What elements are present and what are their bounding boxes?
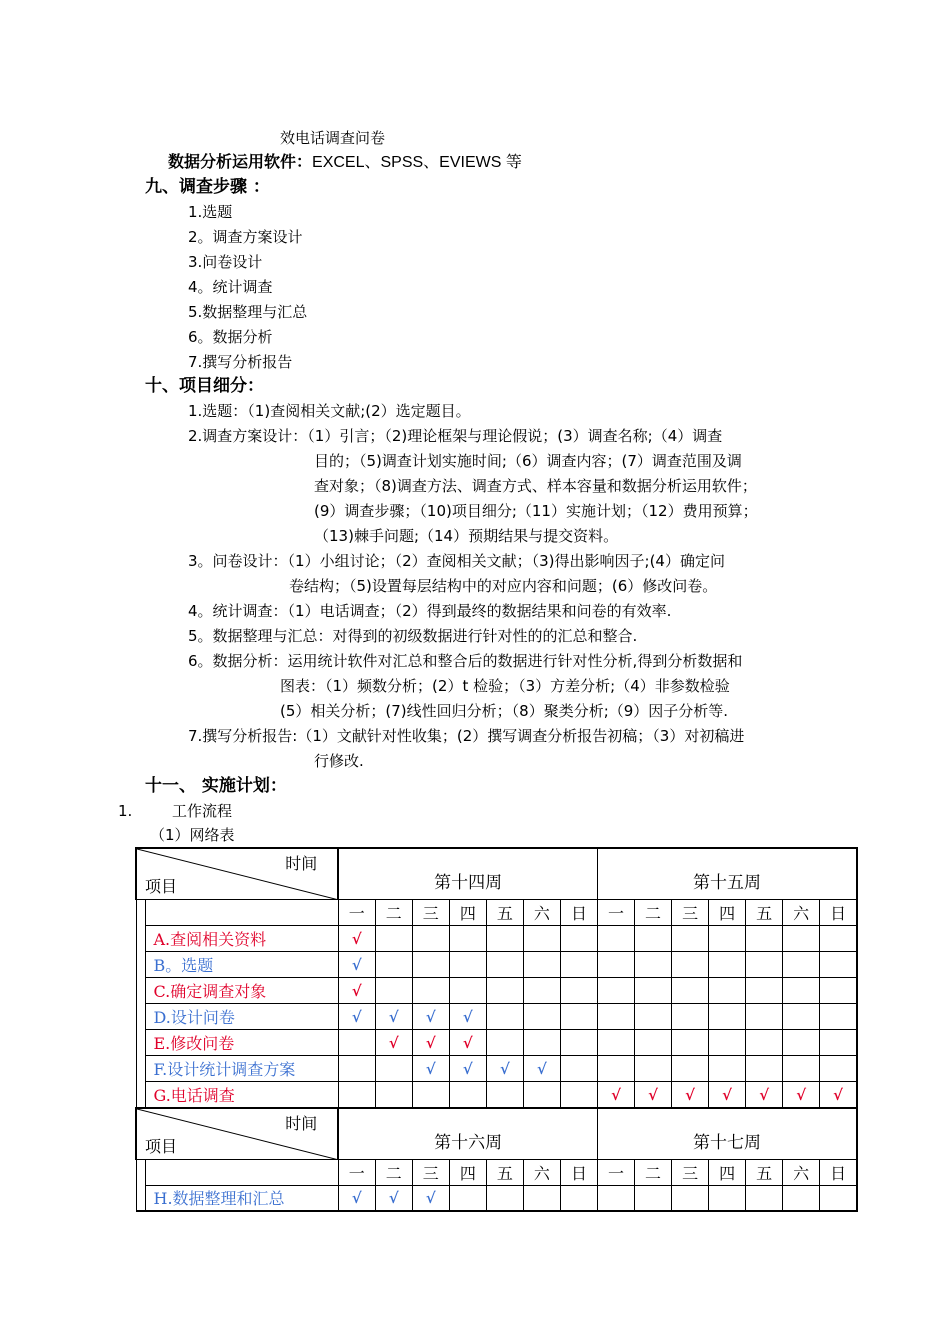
detail-line: （13)棘手问题;（14）预期结果与提交资料。 bbox=[314, 527, 619, 545]
software-value: EXCEL、SPSS、EVIEWS 等 bbox=[312, 154, 522, 171]
header-time: 时间 bbox=[285, 1114, 318, 1133]
check-mark: √ bbox=[759, 1085, 770, 1104]
detail-line: 3。问卷设计：（1）小组讨论；（2）查阅相关文献；（3)得出影响因子;(4）确定问 bbox=[188, 552, 725, 570]
item-number: 1. bbox=[118, 802, 133, 820]
detail-line: 1.选题：（1)查阅相关文献;(2）选定题目。 bbox=[188, 402, 471, 420]
schedule-cell bbox=[375, 1055, 412, 1081]
schedule-cell bbox=[523, 1081, 560, 1107]
schedule-cell bbox=[338, 1185, 375, 1211]
day-header: 四 bbox=[449, 899, 486, 925]
check-mark: √ bbox=[611, 1085, 621, 1104]
week-header: 第十七周 bbox=[598, 1108, 858, 1159]
schedule-cell bbox=[820, 1029, 857, 1055]
schedule-cell bbox=[635, 1029, 672, 1055]
schedule-cell bbox=[820, 1055, 857, 1081]
software-line bbox=[168, 152, 522, 173]
schedule-cell bbox=[635, 925, 672, 951]
schedule-cell bbox=[412, 977, 449, 1003]
schedule-cell bbox=[375, 1185, 412, 1211]
check-mark: √ bbox=[425, 1007, 436, 1026]
schedule-cell bbox=[560, 1055, 597, 1081]
day-header: 六 bbox=[783, 899, 820, 925]
software-label: 数据分析运用软件： bbox=[168, 152, 313, 171]
day-header: 四 bbox=[709, 899, 746, 925]
day-header: 一 bbox=[338, 1159, 375, 1185]
day-header: 日 bbox=[820, 899, 857, 925]
step-item: 2。调查方案设计 bbox=[188, 228, 303, 246]
detail-line: 行修改. bbox=[314, 752, 364, 770]
step-item: 4。统计调查 bbox=[188, 278, 273, 296]
schedule-cell bbox=[486, 1081, 523, 1107]
schedule-cell bbox=[746, 925, 783, 951]
schedule-cell bbox=[486, 1029, 523, 1055]
empty-header-cell bbox=[145, 1159, 338, 1185]
day-header: 五 bbox=[486, 1159, 523, 1185]
day-header: 四 bbox=[709, 1159, 746, 1185]
week-header: 第十六周 bbox=[338, 1108, 597, 1159]
check-mark: √ bbox=[685, 1085, 695, 1104]
detail-line: 2.调查方案设计：（1）引言；（2)理论框架与理论假说；(3）调查名称;（4）调查 bbox=[188, 427, 723, 445]
check-mark: √ bbox=[388, 1189, 399, 1208]
header-item: 项目 bbox=[145, 1136, 178, 1156]
schedule-cell bbox=[746, 1081, 783, 1107]
day-header: 五 bbox=[486, 899, 523, 925]
empty-header-cell bbox=[145, 899, 338, 925]
schedule-cell bbox=[412, 1029, 449, 1055]
schedule-cell bbox=[783, 1081, 820, 1107]
schedule-cell bbox=[783, 1029, 820, 1055]
schedule-cell bbox=[523, 1029, 560, 1055]
spacer-cell bbox=[136, 1185, 145, 1211]
day-header: 四 bbox=[449, 1159, 486, 1185]
check-mark: √ bbox=[351, 1007, 362, 1026]
detail-line: 7.撰写分析报告:（1）文献针对性收集；(2）撰写调查分析报告初稿；（3）对初稿进 bbox=[188, 727, 745, 745]
schedule-cell bbox=[635, 977, 672, 1003]
schedule-cell bbox=[449, 951, 486, 977]
spacer-cell bbox=[136, 1029, 145, 1055]
schedule-cell bbox=[598, 1055, 635, 1081]
check-mark: √ bbox=[536, 1059, 547, 1078]
spacer-cell bbox=[136, 951, 145, 977]
task-label: D.设计问卷 bbox=[145, 1003, 338, 1029]
schedule-cell bbox=[672, 1185, 709, 1211]
schedule-cell bbox=[598, 1185, 635, 1211]
step-item: 1.选题 bbox=[188, 203, 233, 221]
schedule-cell bbox=[560, 1029, 597, 1055]
schedule-cell bbox=[375, 1081, 412, 1107]
schedule-cell bbox=[598, 1029, 635, 1055]
schedule-cell bbox=[338, 951, 375, 977]
spacer-cell bbox=[136, 925, 145, 951]
schedule-cell bbox=[783, 1055, 820, 1081]
day-header: 三 bbox=[672, 1159, 709, 1185]
day-header: 三 bbox=[412, 899, 449, 925]
schedule-cell bbox=[672, 925, 709, 951]
schedule-cell bbox=[449, 1055, 486, 1081]
schedule-cell bbox=[672, 1003, 709, 1029]
schedule-cell bbox=[709, 1185, 746, 1211]
schedule-cell bbox=[338, 925, 375, 951]
section10-title: 十、项目细分： bbox=[145, 376, 264, 396]
schedule-cell bbox=[523, 925, 560, 951]
detail-line: 4。统计调查：（1）电话调查；（2）得到最终的数据结果和问卷的有效率. bbox=[188, 602, 672, 620]
task-label: A.查阅相关资料 bbox=[145, 925, 338, 951]
schedule-cell bbox=[709, 977, 746, 1003]
check-mark: √ bbox=[462, 1033, 473, 1052]
schedule-cell bbox=[746, 1185, 783, 1211]
schedule-cell bbox=[820, 977, 857, 1003]
schedule-cell bbox=[598, 925, 635, 951]
intro-line: 效电话调查问卷 bbox=[280, 129, 386, 147]
schedule-cell bbox=[709, 1003, 746, 1029]
week-header: 第十四周 bbox=[338, 848, 597, 899]
schedule-cell bbox=[560, 1003, 597, 1029]
schedule-cell bbox=[709, 1081, 746, 1107]
detail-line: 5。数据整理与汇总：对得到的初级数据进行针对性的的汇总和整合. bbox=[188, 627, 638, 645]
schedule-cell bbox=[375, 925, 412, 951]
task-label: C.确定调查对象 bbox=[145, 977, 338, 1003]
schedule-cell bbox=[338, 977, 375, 1003]
step-item: 7.撰写分析报告 bbox=[188, 353, 293, 371]
check-mark: √ bbox=[425, 1059, 436, 1078]
schedule-cell bbox=[486, 977, 523, 1003]
schedule-cell bbox=[672, 951, 709, 977]
schedule-cell bbox=[820, 925, 857, 951]
spacer-cell bbox=[136, 1159, 145, 1185]
schedule-cell bbox=[635, 1055, 672, 1081]
schedule-cell bbox=[375, 1003, 412, 1029]
day-header: 六 bbox=[523, 899, 560, 925]
task-label: E.修改问卷 bbox=[145, 1029, 338, 1055]
schedule-cell bbox=[635, 951, 672, 977]
header-diagonal-cell bbox=[136, 848, 338, 899]
spacer-cell bbox=[136, 1003, 145, 1029]
detail-line: 目的；（5)调查计划实施时间;（6）调查内容；(7）调查范围及调 bbox=[314, 452, 742, 470]
check-mark: √ bbox=[388, 1007, 399, 1026]
day-header: 日 bbox=[820, 1159, 857, 1185]
check-mark: √ bbox=[722, 1085, 733, 1104]
schedule-cell bbox=[486, 925, 523, 951]
task-label: F.设计统计调查方案 bbox=[145, 1055, 338, 1081]
schedule-cell bbox=[820, 1185, 857, 1211]
day-header: 日 bbox=[560, 899, 597, 925]
day-header: 五 bbox=[746, 1159, 783, 1185]
schedule-cell bbox=[783, 1185, 820, 1211]
item-label: 工作流程 bbox=[172, 802, 233, 820]
task-label: H.数据整理和汇总 bbox=[145, 1185, 338, 1211]
schedule-cell bbox=[783, 951, 820, 977]
detail-line: 6。数据分析：运用统计软件对汇总和整合后的数据进行针对性分析,得到分析数据和 bbox=[188, 652, 743, 670]
check-mark: √ bbox=[648, 1085, 658, 1104]
detail-line: 卷结构；（5)设置每层结构中的对应内容和问题；(6）修改问卷。 bbox=[289, 577, 718, 595]
schedule-cell bbox=[709, 925, 746, 951]
schedule-cell bbox=[449, 1029, 486, 1055]
schedule-cell bbox=[449, 1081, 486, 1107]
schedule-table-2 bbox=[135, 1107, 858, 1212]
schedule-cell bbox=[820, 1081, 857, 1107]
schedule-cell bbox=[523, 1055, 560, 1081]
day-header: 一 bbox=[598, 1159, 635, 1185]
sub-label: （1）网络表 bbox=[150, 826, 235, 844]
schedule-cell bbox=[412, 951, 449, 977]
header-item: 项目 bbox=[145, 876, 178, 896]
schedule-cell bbox=[412, 1055, 449, 1081]
schedule-cell bbox=[672, 977, 709, 1003]
header-time: 时间 bbox=[285, 854, 318, 873]
schedule-cell bbox=[338, 1029, 375, 1055]
schedule-cell bbox=[598, 1003, 635, 1029]
schedule-cell bbox=[672, 1029, 709, 1055]
header-diagonal-cell bbox=[136, 1108, 338, 1159]
check-mark: √ bbox=[388, 1033, 399, 1052]
day-header: 日 bbox=[560, 1159, 597, 1185]
schedule-cell bbox=[560, 1081, 597, 1107]
schedule-cell bbox=[412, 1003, 449, 1029]
spacer-cell bbox=[136, 977, 145, 1003]
schedule-cell bbox=[783, 977, 820, 1003]
check-mark: √ bbox=[351, 1189, 362, 1208]
schedule-cell bbox=[709, 1055, 746, 1081]
day-header: 三 bbox=[672, 899, 709, 925]
detail-line: (5）相关分析；(7)线性回归分析；（8）聚类分析;（9）因子分析等. bbox=[280, 702, 729, 720]
check-mark: √ bbox=[425, 1189, 436, 1208]
check-mark: √ bbox=[462, 1007, 473, 1026]
schedule-cell bbox=[375, 1029, 412, 1055]
day-header: 一 bbox=[598, 899, 635, 925]
day-header: 二 bbox=[375, 899, 412, 925]
day-header: 二 bbox=[635, 899, 672, 925]
schedule-cell bbox=[709, 951, 746, 977]
schedule-cell bbox=[338, 1003, 375, 1029]
schedule-cell bbox=[672, 1081, 709, 1107]
schedule-cell bbox=[560, 925, 597, 951]
schedule-cell bbox=[635, 1081, 672, 1107]
schedule-cell bbox=[449, 1003, 486, 1029]
day-header: 一 bbox=[338, 899, 375, 925]
schedule-cell bbox=[746, 1003, 783, 1029]
schedule-cell bbox=[783, 925, 820, 951]
schedule-cell bbox=[709, 1029, 746, 1055]
schedule-cell bbox=[598, 977, 635, 1003]
check-mark: √ bbox=[833, 1085, 844, 1104]
day-header: 五 bbox=[746, 899, 783, 925]
schedule-cell bbox=[523, 977, 560, 1003]
schedule-cell bbox=[486, 1055, 523, 1081]
schedule-cell bbox=[412, 1185, 449, 1211]
day-header: 二 bbox=[635, 1159, 672, 1185]
schedule-cell bbox=[783, 1003, 820, 1029]
step-item: 5.数据整理与汇总 bbox=[188, 303, 308, 321]
schedule-cell bbox=[338, 1081, 375, 1107]
spacer-cell bbox=[136, 899, 145, 925]
day-header: 二 bbox=[375, 1159, 412, 1185]
schedule-cell bbox=[672, 1055, 709, 1081]
schedule-table-1 bbox=[135, 847, 858, 1108]
detail-line: (9）调查步骤；（10)项目细分;（11）实施计划；（12）费用预算； bbox=[314, 502, 758, 520]
schedule-cell bbox=[449, 977, 486, 1003]
check-mark: √ bbox=[499, 1059, 510, 1078]
schedule-cell bbox=[486, 951, 523, 977]
schedule-cell bbox=[746, 977, 783, 1003]
check-mark: √ bbox=[351, 929, 362, 948]
day-header: 六 bbox=[783, 1159, 820, 1185]
schedule-cell bbox=[746, 1055, 783, 1081]
section11-title: 十一、 实施计划： bbox=[145, 776, 287, 796]
check-mark: √ bbox=[462, 1059, 473, 1078]
schedule-cell bbox=[523, 951, 560, 977]
schedule-cell bbox=[820, 1003, 857, 1029]
task-label: B。选题 bbox=[145, 951, 338, 977]
schedule-cell bbox=[523, 1185, 560, 1211]
check-mark: √ bbox=[425, 1033, 436, 1052]
schedule-cell bbox=[598, 1081, 635, 1107]
schedule-cell bbox=[449, 925, 486, 951]
schedule-cell bbox=[560, 977, 597, 1003]
week-header: 第十五周 bbox=[598, 848, 858, 899]
step-item: 3.问卷设计 bbox=[188, 253, 263, 271]
day-header: 六 bbox=[523, 1159, 560, 1185]
schedule-cell bbox=[598, 951, 635, 977]
schedule-cell bbox=[560, 1185, 597, 1211]
schedule-cell bbox=[486, 1003, 523, 1029]
spacer-cell bbox=[136, 1081, 145, 1107]
check-mark: √ bbox=[796, 1085, 807, 1104]
detail-line: 查对象；（8)调查方法、调查方式、样本容量和数据分析运用软件； bbox=[314, 477, 757, 495]
schedule-cell bbox=[338, 1055, 375, 1081]
detail-line: 图表：（1）频数分析；(2）t 检验；（3）方差分析;（4）非参数检验 bbox=[280, 677, 730, 695]
day-header: 三 bbox=[412, 1159, 449, 1185]
schedule-cell bbox=[375, 951, 412, 977]
schedule-cell bbox=[523, 1003, 560, 1029]
schedule-cell bbox=[412, 925, 449, 951]
schedule-cell bbox=[375, 977, 412, 1003]
check-mark: √ bbox=[351, 955, 362, 974]
schedule-cell bbox=[635, 1185, 672, 1211]
schedule-cell bbox=[560, 951, 597, 977]
task-label: G.电话调查 bbox=[145, 1081, 338, 1107]
step-item: 6。数据分析 bbox=[188, 328, 273, 346]
schedule-cell bbox=[746, 1029, 783, 1055]
schedule-cell bbox=[449, 1185, 486, 1211]
schedule-cell bbox=[820, 951, 857, 977]
schedule-cell bbox=[746, 951, 783, 977]
section9-title: 九、调查步骤 ： bbox=[145, 177, 270, 197]
check-mark: √ bbox=[351, 981, 362, 1000]
spacer-cell bbox=[136, 1055, 145, 1081]
schedule-cell bbox=[412, 1081, 449, 1107]
schedule-cell bbox=[635, 1003, 672, 1029]
schedule-cell bbox=[486, 1185, 523, 1211]
